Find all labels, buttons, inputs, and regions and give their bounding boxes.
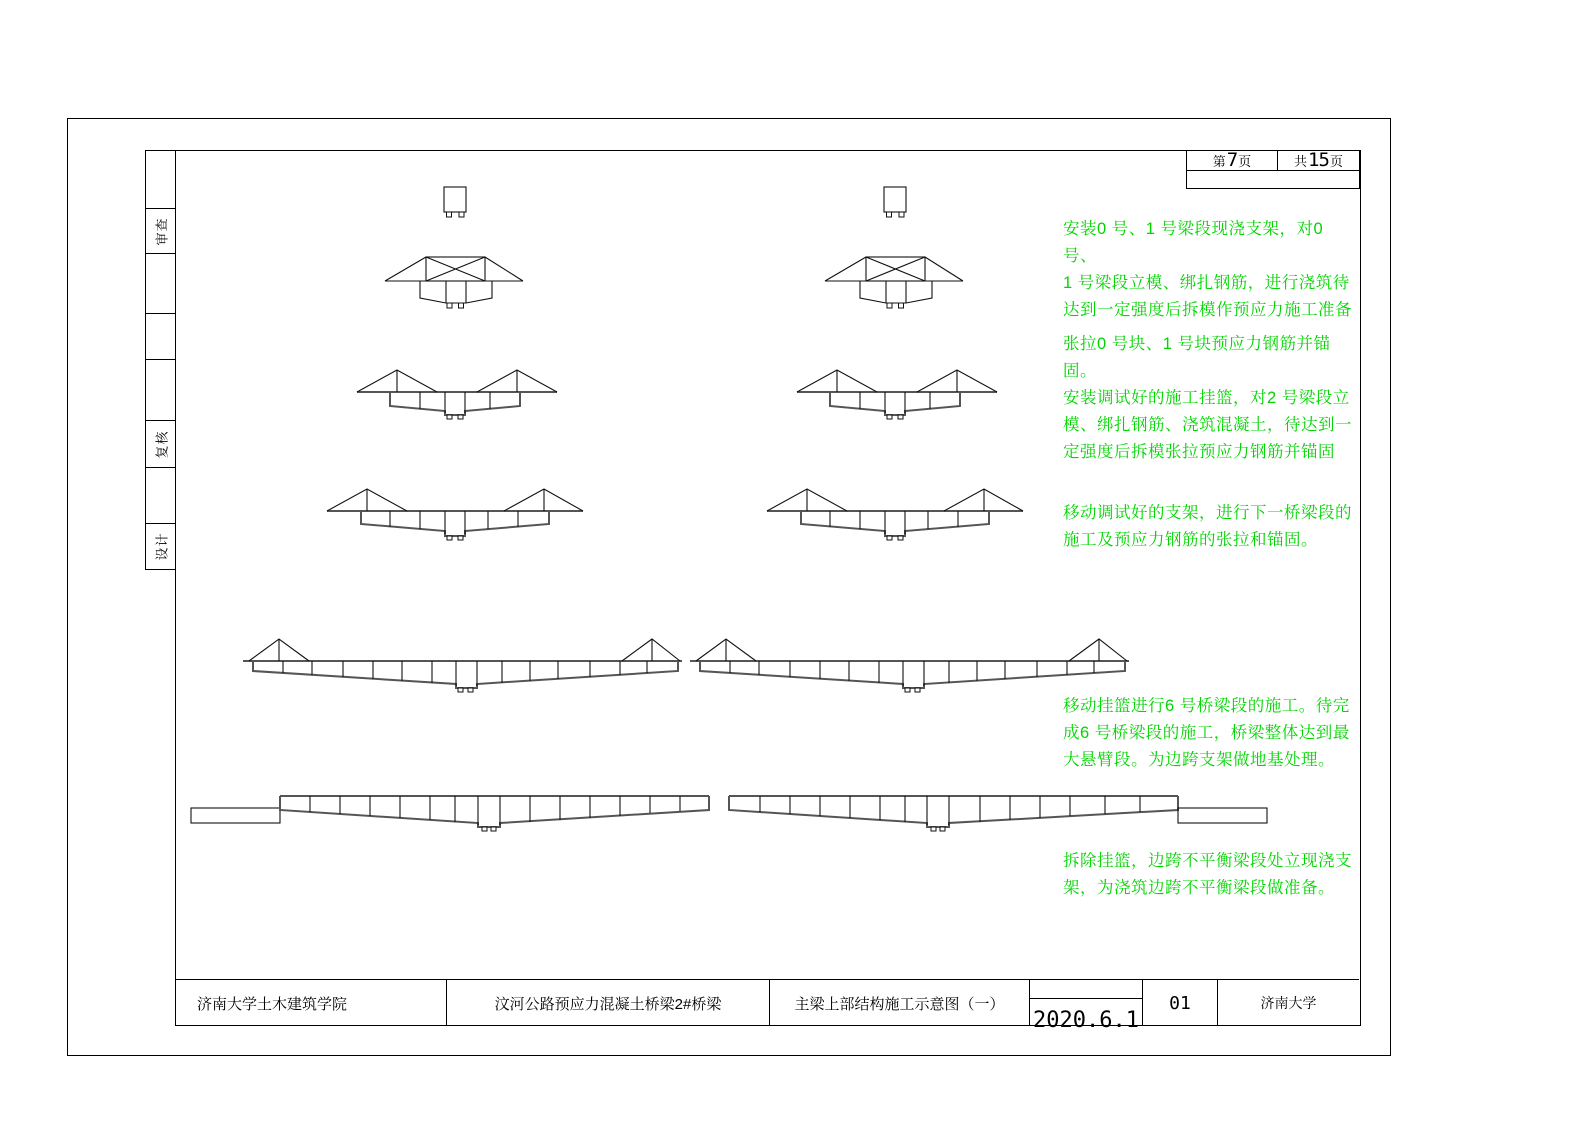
note-line: 移动挂篮进行6 号桥梁段的施工。待完 xyxy=(1063,697,1350,715)
construction-note-1 xyxy=(1063,216,1353,324)
drawing-date: 2020.6.1 xyxy=(1033,1008,1139,1033)
page-unit: 页 xyxy=(1238,154,1252,169)
signature-label: 设计 xyxy=(154,532,170,561)
note-line: 张拉0 号块、1 号块预应力钢筋并锚固。 xyxy=(1063,335,1331,380)
note-line: 达到一定强度后拆模作预应力施工准备 xyxy=(1063,301,1352,319)
signature-cell xyxy=(146,360,176,421)
note-line: 安装调试好的施工挂篮，对2 号梁段立 xyxy=(1063,389,1350,407)
note-line: 施工及预应力钢筋的张拉和锚固。 xyxy=(1063,531,1318,549)
note-line: 架，为浇筑边跨不平衡梁段做准备。 xyxy=(1063,879,1335,897)
sheet-number-row xyxy=(1187,151,1359,171)
total-pages-cell xyxy=(1278,151,1359,170)
signature-cell xyxy=(146,468,176,524)
signature-cell xyxy=(146,254,176,314)
project-cell: 汶河公路预应力混凝土桥梁2#桥梁 xyxy=(447,980,770,1026)
signature-cell-review xyxy=(146,209,176,254)
sheet-number-cell xyxy=(1143,980,1218,1026)
signature-label: 审查 xyxy=(154,216,170,246)
note-line: 安装0 号、1 号梁段现浇支架，对0 号、 xyxy=(1063,220,1324,265)
total-unit: 页 xyxy=(1329,154,1343,169)
note-line: 1 号梁段立模、绑扎钢筋，进行浇筑待 xyxy=(1063,274,1350,292)
note-line: 模、绑扎钢筋、浇筑混凝土，待达到一 xyxy=(1063,416,1352,434)
signature-strip xyxy=(145,150,176,570)
institute-cell: 济南大学土木建筑学院 xyxy=(175,980,447,1026)
date-cell xyxy=(1030,980,1143,1033)
note-line: 定强度后拆模张拉预应力钢筋并锚固 xyxy=(1063,443,1335,461)
page-label: 第 xyxy=(1212,154,1226,169)
construction-note-4 xyxy=(1063,693,1353,774)
sheet-number: 01 xyxy=(1169,992,1191,1014)
sheet-number-table xyxy=(1186,150,1360,189)
signature-cell xyxy=(146,314,176,360)
total-label: 共 xyxy=(1294,154,1308,169)
note-line: 大悬臂段。为边跨支架做地基处理。 xyxy=(1063,751,1335,769)
construction-note-3 xyxy=(1063,500,1353,554)
current-page-cell xyxy=(1187,151,1278,170)
signature-cell-check xyxy=(146,421,176,468)
construction-note-5 xyxy=(1063,848,1353,902)
note-line: 移动调试好的支架，进行下一桥梁段的 xyxy=(1063,504,1352,522)
title-block xyxy=(175,979,1359,1033)
note-line: 拆除挂篮，边跨不平衡梁段处立现浇支 xyxy=(1063,852,1352,870)
note-line: 成6 号桥梁段的施工，桥梁整体达到最 xyxy=(1063,724,1350,742)
signature-cell-design xyxy=(146,524,176,569)
total-pages-number: 15 xyxy=(1308,149,1329,171)
drawing-title-cell: 主梁上部结构施工示意图（一） xyxy=(770,980,1030,1026)
university-cell: 济南大学 xyxy=(1260,995,1317,1011)
signature-cell xyxy=(146,151,176,209)
construction-note-2 xyxy=(1063,331,1353,466)
date-cell-empty-row xyxy=(1030,980,1142,999)
page-number: 7 xyxy=(1226,149,1238,171)
signature-label: 复核 xyxy=(154,429,170,459)
